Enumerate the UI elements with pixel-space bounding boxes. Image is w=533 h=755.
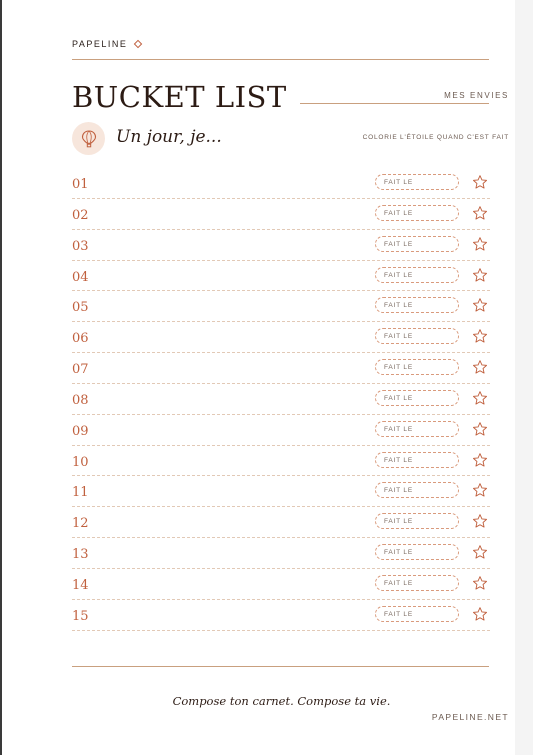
item-number: 08 bbox=[72, 392, 89, 408]
list-item bbox=[72, 446, 490, 477]
footer-site: PAPELINE.NET bbox=[431, 712, 509, 722]
list-item bbox=[72, 476, 490, 507]
diamond-icon bbox=[134, 40, 142, 48]
item-number: 14 bbox=[72, 577, 89, 593]
item-number: 07 bbox=[72, 362, 89, 378]
star-outline-icon[interactable] bbox=[472, 513, 488, 529]
done-date-field[interactable]: FAIT LE bbox=[375, 236, 459, 252]
done-date-field[interactable]: FAIT LE bbox=[375, 359, 459, 375]
star-outline-icon[interactable] bbox=[472, 297, 488, 313]
done-date-field[interactable]: FAIT LE bbox=[375, 205, 459, 221]
list-item bbox=[72, 538, 490, 569]
title-divider bbox=[300, 103, 489, 104]
list-item bbox=[72, 261, 490, 292]
star-outline-icon[interactable] bbox=[472, 606, 488, 622]
list-item bbox=[72, 384, 490, 415]
page-title: BUCKET LIST bbox=[72, 80, 287, 114]
instruction-text: COLORIE L'ÉTOILE QUAND C'EST FAIT bbox=[362, 134, 509, 141]
star-outline-icon[interactable] bbox=[472, 421, 488, 437]
hot-air-balloon-icon bbox=[72, 122, 105, 155]
star-outline-icon[interactable] bbox=[472, 174, 488, 190]
item-number: 11 bbox=[72, 485, 89, 501]
star-outline-icon[interactable] bbox=[472, 390, 488, 406]
bottom-divider bbox=[72, 666, 489, 667]
list-item bbox=[72, 415, 490, 446]
list-item bbox=[72, 569, 490, 600]
list-item bbox=[72, 322, 490, 353]
item-number: 02 bbox=[72, 207, 89, 223]
done-date-field[interactable]: FAIT LE bbox=[375, 452, 459, 468]
done-date-field[interactable]: FAIT LE bbox=[375, 328, 459, 344]
done-date-field[interactable]: FAIT LE bbox=[375, 606, 459, 622]
star-outline-icon[interactable] bbox=[472, 452, 488, 468]
done-date-field[interactable]: FAIT LE bbox=[375, 482, 459, 498]
item-number: 05 bbox=[72, 300, 89, 316]
item-number: 13 bbox=[72, 547, 89, 563]
list-item bbox=[72, 199, 490, 230]
page-edge bbox=[515, 0, 533, 755]
item-number: 12 bbox=[72, 516, 89, 532]
brand bbox=[72, 39, 141, 49]
list-item bbox=[72, 168, 490, 199]
item-number: 06 bbox=[72, 331, 89, 347]
list-item bbox=[72, 600, 490, 631]
subtitle: Un jour, je... bbox=[116, 127, 222, 147]
page-tag: MES ENVIES bbox=[444, 91, 509, 100]
item-number: 03 bbox=[72, 238, 89, 254]
done-date-field[interactable]: FAIT LE bbox=[375, 544, 459, 560]
list-item bbox=[72, 507, 490, 538]
star-outline-icon[interactable] bbox=[472, 544, 488, 560]
done-date-field[interactable]: FAIT LE bbox=[375, 575, 459, 591]
star-outline-icon[interactable] bbox=[472, 482, 488, 498]
done-date-field[interactable]: FAIT LE bbox=[375, 421, 459, 437]
done-date-field[interactable]: FAIT LE bbox=[375, 513, 459, 529]
star-outline-icon[interactable] bbox=[472, 328, 488, 344]
list-item bbox=[72, 291, 490, 322]
item-number: 15 bbox=[72, 608, 89, 624]
top-divider bbox=[72, 59, 489, 60]
done-date-field[interactable]: FAIT LE bbox=[375, 390, 459, 406]
item-number: 01 bbox=[72, 177, 89, 192]
brand-name: PAPELINE bbox=[72, 39, 128, 49]
done-date-field[interactable]: FAIT LE bbox=[375, 297, 459, 313]
list-item bbox=[72, 353, 490, 384]
star-outline-icon[interactable] bbox=[472, 575, 488, 591]
bucket-list bbox=[72, 168, 490, 631]
star-outline-icon[interactable] bbox=[472, 267, 488, 283]
item-number: 09 bbox=[72, 423, 89, 439]
star-outline-icon[interactable] bbox=[472, 359, 488, 375]
star-outline-icon[interactable] bbox=[472, 205, 488, 221]
item-number: 04 bbox=[72, 269, 89, 285]
list-item bbox=[72, 230, 490, 261]
footer-motto: Compose ton carnet. Compose ta vie. bbox=[172, 694, 391, 708]
done-date-field[interactable]: FAIT LE bbox=[375, 267, 459, 283]
star-outline-icon[interactable] bbox=[472, 236, 488, 252]
done-date-field[interactable]: FAIT LE bbox=[375, 174, 459, 190]
item-number: 10 bbox=[72, 454, 89, 470]
